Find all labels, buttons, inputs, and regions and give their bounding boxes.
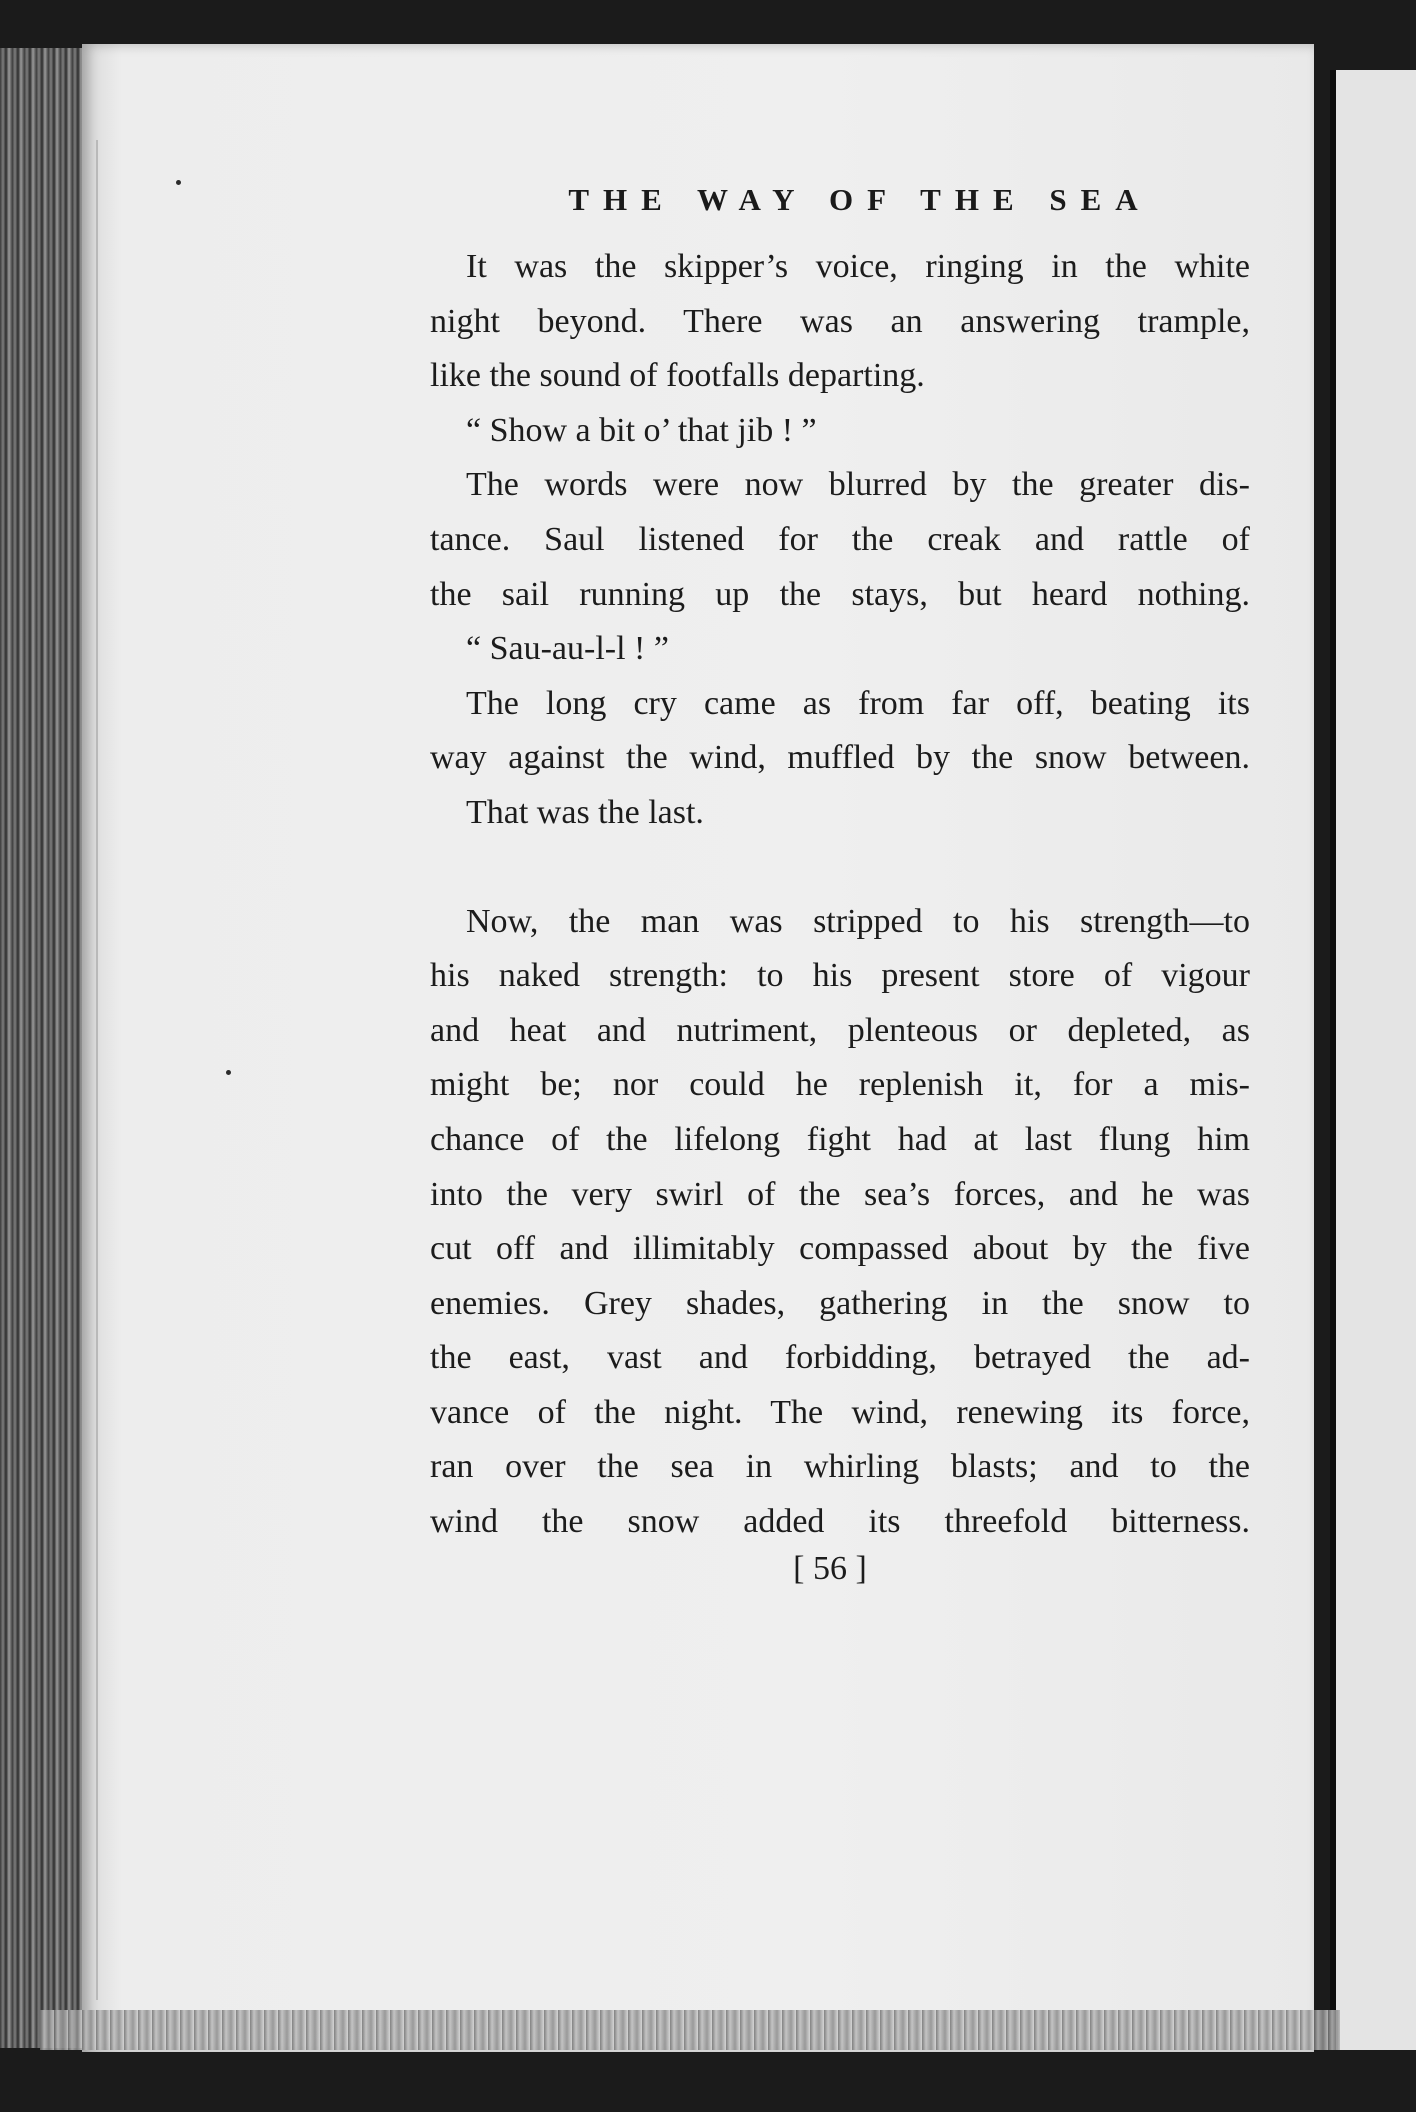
text-line: into the very swirl of the sea’s forces, and he was (430, 1175, 1250, 1213)
text-line: way against the wind, muffled by the snow between. (430, 739, 1250, 777)
text-line: That was the last. (466, 793, 704, 831)
page-edges-bottom (40, 2010, 1340, 2050)
text-line: cut off and illimitably compassed about by the five (430, 1230, 1250, 1268)
text-line: chance of the lifelong fight had at last flung him (430, 1120, 1250, 1158)
text-line: night beyond. There was an answering trample, (430, 302, 1250, 340)
text-line: the sail running up the stays, but heard nothing. (430, 575, 1250, 613)
text-line: wind the snow added its threefold bitterness. (430, 1503, 1250, 1541)
body-text (430, 240, 1250, 1550)
text-line: “ Show a bit o’ that jib ! ” (466, 411, 817, 449)
text-line: the east, vast and forbidding, betrayed the ad- (430, 1339, 1250, 1377)
section-break (430, 841, 1250, 895)
text-line: The words were now blurred by the greater dis- (466, 466, 1250, 504)
text-line: his naked strength: to his present store of vigour (430, 957, 1250, 995)
text-line: enemies. Grey shades, gathering in the snow to (430, 1284, 1250, 1322)
text-line: and heat and nutriment, plenteous or depleted, as (430, 1011, 1250, 1049)
dust-speck (176, 180, 181, 185)
adjacent-page-edge (1330, 70, 1416, 2050)
dust-speck (226, 1070, 231, 1075)
running-head: THE WAY OF THE SEA (568, 182, 1152, 217)
text-line: like the sound of footfalls departing. (430, 357, 925, 395)
page-number: [ 56 ] (793, 1550, 867, 1587)
text-line: It was the skipper’s voice, ringing in the white (466, 248, 1250, 285)
text-line: Now, the man was stripped to his strength—to (466, 902, 1250, 940)
text-line: The long cry came as from far off, beating its (466, 684, 1250, 722)
gutter-shadow (96, 140, 98, 2000)
text-line: ran over the sea in whirling blasts; and to the (430, 1448, 1250, 1486)
text-line: tance. Saul listened for the creak and rattle of (430, 520, 1250, 558)
text-line: vance of the night. The wind, renewing its force, (430, 1393, 1250, 1431)
text-line: might be; nor could he replenish it, for a mis- (430, 1066, 1250, 1104)
text-line: “ Sau-au-l-l ! ” (466, 630, 669, 668)
